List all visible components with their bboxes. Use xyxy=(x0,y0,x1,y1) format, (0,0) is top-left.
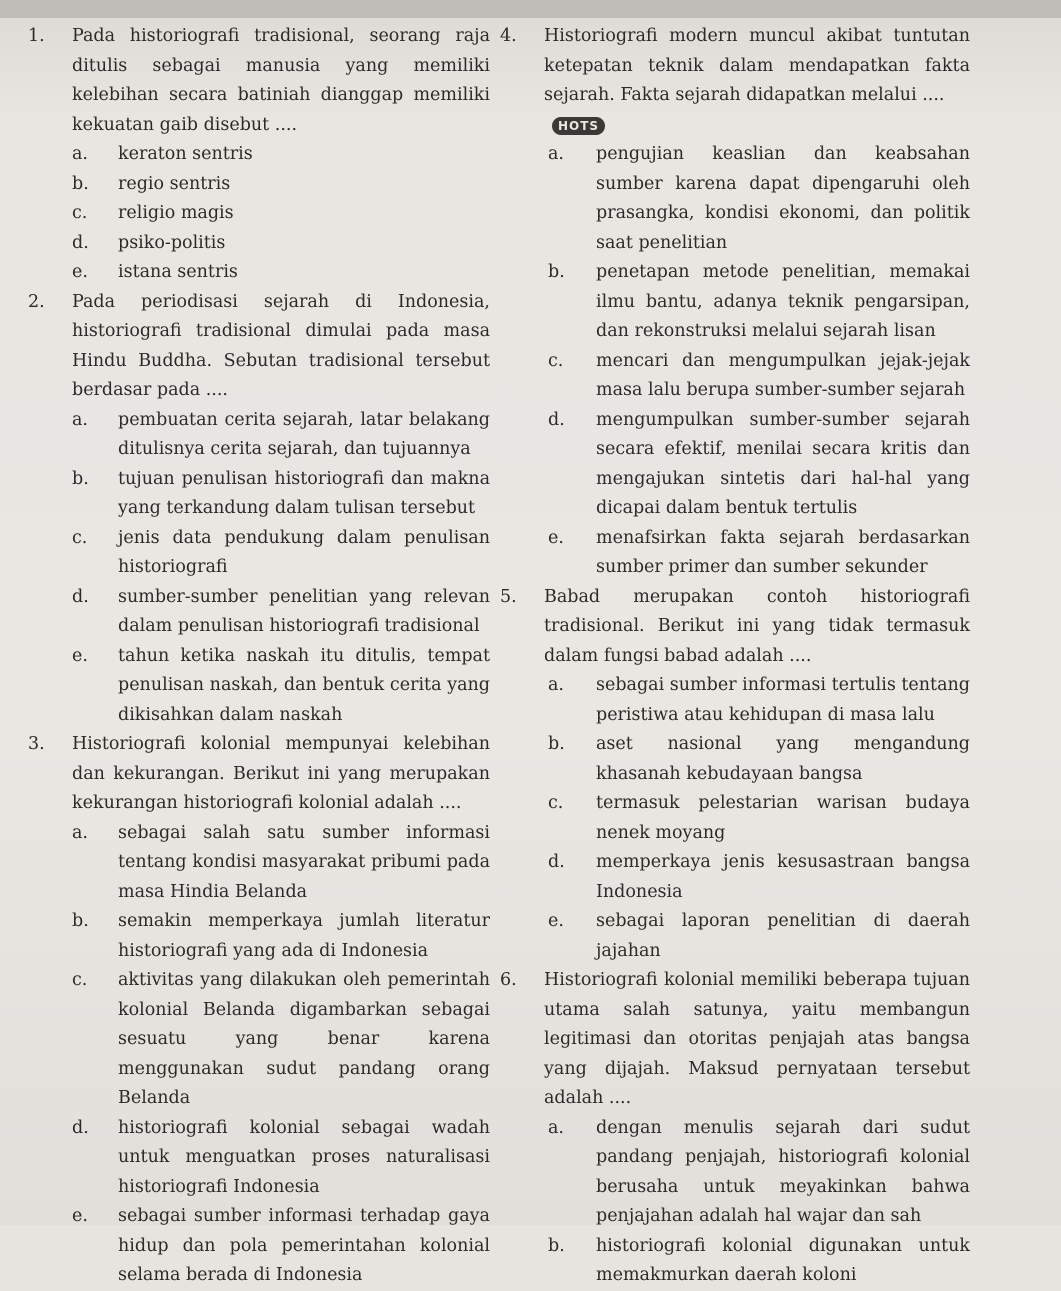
option xyxy=(28,524,490,583)
hots-badge: HOTS xyxy=(552,117,605,135)
question-6 xyxy=(500,966,970,1291)
option xyxy=(28,258,490,288)
right-column xyxy=(500,22,970,1291)
option-text: historiografi kolonial sebagai wadah untuk menguatkan proses naturalisasi historiografi Indonesia xyxy=(118,1117,490,1197)
option-text: sebagai sumber informasi terhadap gaya hidup dan pola pemerintahan kolonial selama berada di Indonesia xyxy=(118,1206,490,1285)
option-text: religio magis xyxy=(118,203,234,223)
option xyxy=(500,789,970,848)
question-number: 1. xyxy=(28,26,45,46)
option xyxy=(500,258,970,347)
option-letter: e. xyxy=(548,527,564,548)
option xyxy=(500,907,970,966)
option-letter: d. xyxy=(548,852,565,872)
option xyxy=(500,140,970,258)
option-letter: e. xyxy=(72,1206,88,1226)
option xyxy=(500,406,970,524)
option xyxy=(28,229,490,259)
option-text: istana sentris xyxy=(118,262,238,282)
question-text: Historiografi kolonial mempunyai kelebihan dan kekurangan. Berikut ini yang merupakan kekurangan historiografi kolonial adalah .... xyxy=(72,734,490,813)
option-text: semakin memperkaya jumlah literatur historiografi yang ada di Indonesia xyxy=(118,911,490,961)
question-number: 3. xyxy=(28,734,45,754)
option-letter: a. xyxy=(72,144,88,164)
question-text: Historiografi modern muncul akibat tuntutan ketepatan teknik dalam mendapatkan fakta sejarah. Fakta sejarah didapatkan melalui .... xyxy=(544,26,970,105)
question-number: 6. xyxy=(500,970,517,990)
option-letter: b. xyxy=(548,1235,565,1256)
option xyxy=(500,730,970,789)
option xyxy=(28,583,490,642)
option xyxy=(28,170,490,200)
option xyxy=(28,907,490,966)
option-letter: c. xyxy=(72,203,88,223)
option xyxy=(28,1202,490,1291)
option xyxy=(500,848,970,907)
question-text: Pada historiografi tradisional, seorang raja ditulis sebagai manusia yang memiliki kelebihan secara batiniah dianggap memiliki kekuatan gaib disebut .... xyxy=(72,26,490,135)
option xyxy=(500,671,970,730)
option xyxy=(500,347,970,406)
option xyxy=(28,966,490,1114)
question-text: Pada periodisasi sejarah di Indonesia, historiografi tradisional dimulai pada masa Hindu Buddha. Sebutan tradisional tersebut berdasar pada .... xyxy=(72,291,490,400)
option-text: menafsirkan fakta sejarah berdasarkan sumber primer dan sumber sekunder xyxy=(596,527,970,577)
question-text: Babad merupakan contoh historiografi tradisional. Berikut ini yang tidak termasuk dalam fungsi babad adalah .... xyxy=(544,586,970,666)
question-number: 2. xyxy=(28,291,45,312)
question-number: 5. xyxy=(500,586,517,607)
question-1 xyxy=(28,22,490,288)
option-letter: c. xyxy=(548,793,564,813)
option-letter: e. xyxy=(72,262,88,282)
option xyxy=(500,1232,970,1291)
option-text: termasuk pelestarian warisan budaya nenek moyang xyxy=(596,793,970,843)
option-letter: a. xyxy=(548,144,564,164)
option-text: tujuan penulisan historiografi dan makna yang terkandung dalam tulisan tersebut xyxy=(118,468,490,518)
option-text: aktivitas yang dilakukan oleh pemerintah kolonial Belanda digambarkan sebagai sesuatu yang benar karena menggunakan sudut pandang orang Belanda xyxy=(118,970,490,1108)
option-letter: d. xyxy=(72,232,89,253)
option-letter: b. xyxy=(548,734,565,754)
option-text: mengumpulkan sumber-sumber sejarah secara efektif, menilai secara kritis dan mengajukan sintetis dari hal-hal yang dicapai dalam bentuk tertulis xyxy=(596,409,970,518)
option xyxy=(28,1114,490,1203)
option-letter: e. xyxy=(72,645,88,666)
option xyxy=(500,1114,970,1232)
option xyxy=(500,524,970,583)
option-text: sebagai salah satu sumber informasi tentang kondisi masyarakat pribumi pada masa Hindia Belanda xyxy=(118,822,490,902)
question-text: Historiografi kolonial memiliki beberapa tujuan utama salah satunya, yaitu membangun legitimasi dan otoritas penjajah atas bangsa yang dijajah. Maksud pernyataan tersebut adalah .... xyxy=(544,970,970,1108)
option-letter: c. xyxy=(72,527,88,548)
option-text: jenis data pendukung dalam penulisan historiografi xyxy=(118,527,490,577)
option-text: penetapan metode penelitian, memakai ilmu bantu, adanya teknik pengarsipan, dan rekonstruksi melalui sejarah lisan xyxy=(596,262,970,341)
left-column xyxy=(28,22,490,1291)
option-letter: b. xyxy=(548,262,565,282)
option-text: aset nasional yang mengandung khasanah kebudayaan bangsa xyxy=(596,734,970,784)
option-text: keraton sentris xyxy=(118,144,253,164)
question-4 xyxy=(500,22,970,583)
option-letter: e. xyxy=(548,911,564,931)
option-letter: d. xyxy=(548,409,565,430)
option-text: sebagai laporan penelitian di daerah jajahan xyxy=(596,911,970,961)
option-text: sumber-sumber penelitian yang relevan dalam penulisan historiografi tradisional xyxy=(118,586,490,636)
option-text: memperkaya jenis kesusastraan bangsa Indonesia xyxy=(596,852,970,902)
option-letter: b. xyxy=(72,911,89,931)
option-letter: a. xyxy=(548,1117,564,1138)
option-letter: c. xyxy=(72,970,88,990)
option xyxy=(28,199,490,229)
option-text: psiko-politis xyxy=(118,232,226,253)
question-3 xyxy=(28,730,490,1291)
option-text: pembuatan cerita sejarah, latar belakang ditulisnya cerita sejarah, dan tujuannya xyxy=(118,409,490,459)
question-5 xyxy=(500,583,970,967)
option-letter: d. xyxy=(72,586,89,607)
option-letter: a. xyxy=(72,822,88,843)
option-text: mencari dan mengumpulkan jejak-jejak masa lalu berupa sumber-sumber sejarah xyxy=(596,350,970,400)
option-letter: b. xyxy=(72,468,89,489)
option xyxy=(28,819,490,908)
option xyxy=(28,465,490,524)
option-text: sebagai sumber informasi tertulis tentang peristiwa atau kehidupan di masa lalu xyxy=(596,675,970,725)
option xyxy=(28,140,490,170)
option-letter: a. xyxy=(72,409,88,430)
option-text: historiografi kolonial digunakan untuk memakmurkan daerah koloni xyxy=(596,1235,970,1285)
question-number: 4. xyxy=(500,26,517,46)
option-text: regio sentris xyxy=(118,173,231,194)
option-letter: a. xyxy=(548,675,564,695)
page-top-edge xyxy=(0,0,1061,18)
option-letter: b. xyxy=(72,173,89,194)
option-text: pengujian keaslian dan keabsahan sumber karena dapat dipengaruhi oleh prasangka, kondisi ekonomi, dan politik saat penelitian xyxy=(596,144,970,253)
option-letter: c. xyxy=(548,350,564,371)
option xyxy=(28,642,490,731)
option-text: tahun ketika naskah itu ditulis, tempat penulisan naskah, dan bentuk cerita yang dikisahkan dalam naskah xyxy=(118,645,490,725)
option xyxy=(28,406,490,465)
question-2 xyxy=(28,288,490,731)
option-letter: d. xyxy=(72,1117,89,1138)
option-text: dengan menulis sejarah dari sudut pandang penjajah, historiografi kolonial berusaha untuk meyakinkan bahwa penjajahan adalah hal wajar dan sah xyxy=(596,1117,970,1226)
